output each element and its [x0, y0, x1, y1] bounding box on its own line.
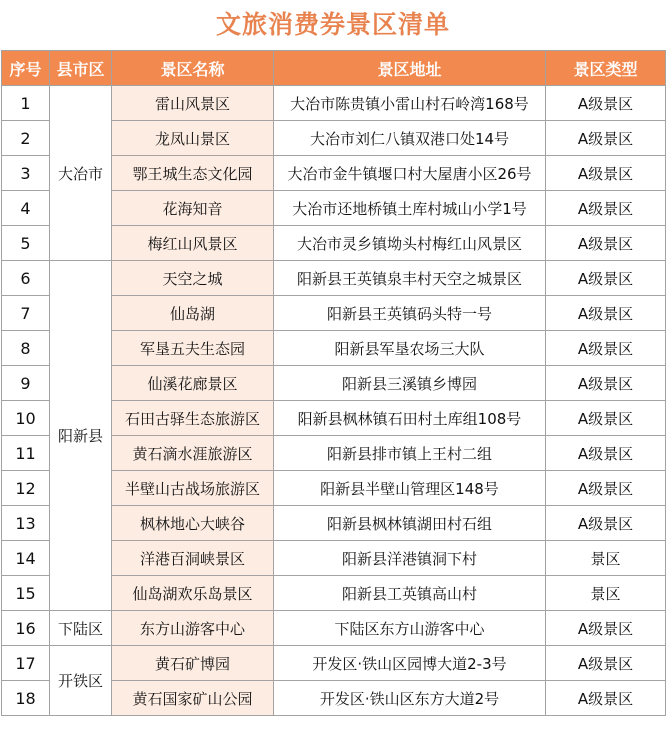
spot-type: A级景区 [546, 191, 666, 226]
row-number: 17 [2, 646, 50, 681]
spot-address: 阳新县枫林镇石田村土库组108号 [274, 401, 546, 436]
spot-name: 雷山风景区 [112, 86, 274, 121]
spot-type: 景区 [546, 541, 666, 576]
row-number: 12 [2, 471, 50, 506]
spot-address: 大冶市还地桥镇土库村城山小学1号 [274, 191, 546, 226]
spot-name: 黄石滴水涯旅游区 [112, 436, 274, 471]
row-number: 13 [2, 506, 50, 541]
table-row [2, 86, 666, 121]
spot-address: 阳新县枫林镇湖田村石组 [274, 506, 546, 541]
spot-name: 军垦五夫生态园 [112, 331, 274, 366]
row-number: 18 [2, 681, 50, 716]
spot-type: 景区 [546, 576, 666, 611]
spot-type: A级景区 [546, 156, 666, 191]
spot-address: 阳新县军垦农场三大队 [274, 331, 546, 366]
row-number: 9 [2, 366, 50, 401]
header-type: 景区类型 [546, 51, 666, 86]
spot-name: 黄石国家矿山公园 [112, 681, 274, 716]
spot-type: A级景区 [546, 226, 666, 261]
row-number: 10 [2, 401, 50, 436]
district-cell: 阳新县 [50, 261, 112, 611]
spot-name: 仙溪花廊景区 [112, 366, 274, 401]
row-number: 15 [2, 576, 50, 611]
row-number: 5 [2, 226, 50, 261]
spot-name: 半壁山古战场旅游区 [112, 471, 274, 506]
spot-name: 石田古驿生态旅游区 [112, 401, 274, 436]
header-no: 序号 [2, 51, 50, 86]
row-number: 6 [2, 261, 50, 296]
spot-address: 阳新县王英镇码头特一号 [274, 296, 546, 331]
spot-address: 阳新县排市镇上王村二组 [274, 436, 546, 471]
spot-name: 梅红山风景区 [112, 226, 274, 261]
spot-address: 大冶市陈贵镇小雷山村石岭湾168号 [274, 86, 546, 121]
spot-type: A级景区 [546, 86, 666, 121]
spot-type: A级景区 [546, 296, 666, 331]
spot-type: A级景区 [546, 261, 666, 296]
district-cell: 下陆区 [50, 611, 112, 646]
spot-type: A级景区 [546, 471, 666, 506]
spot-address: 大冶市金牛镇堰口村大屋唐小区26号 [274, 156, 546, 191]
spot-address: 阳新县半壁山管理区148号 [274, 471, 546, 506]
district-cell: 开铁区 [50, 646, 112, 716]
header-name: 景区名称 [112, 51, 274, 86]
row-number: 2 [2, 121, 50, 156]
spot-address: 大冶市刘仁八镇双港口处14号 [274, 121, 546, 156]
header-address: 景区地址 [274, 51, 546, 86]
spot-name: 仙岛湖欢乐岛景区 [112, 576, 274, 611]
row-number: 3 [2, 156, 50, 191]
spot-type: A级景区 [546, 331, 666, 366]
spot-type: A级景区 [546, 611, 666, 646]
spot-type: A级景区 [546, 681, 666, 716]
scenic-spot-table [1, 50, 666, 716]
spot-type: A级景区 [546, 366, 666, 401]
spot-name: 洋港百洞峡景区 [112, 541, 274, 576]
spot-name: 天空之城 [112, 261, 274, 296]
page-title: 文旅消费券景区清单 [215, 10, 450, 39]
spot-name: 仙岛湖 [112, 296, 274, 331]
spot-name: 枫林地心大峡谷 [112, 506, 274, 541]
district-cell: 大冶市 [50, 86, 112, 261]
spot-type: A级景区 [546, 121, 666, 156]
spot-type: A级景区 [546, 506, 666, 541]
row-number: 1 [2, 86, 50, 121]
spot-name: 花海知音 [112, 191, 274, 226]
spot-address: 开发区·铁山区东方大道2号 [274, 681, 546, 716]
spot-address: 阳新县洋港镇洞下村 [274, 541, 546, 576]
row-number: 7 [2, 296, 50, 331]
spot-address: 开发区·铁山区园博大道2-3号 [274, 646, 546, 681]
spot-name: 鄂王城生态文化园 [112, 156, 274, 191]
header-district: 县市区 [50, 51, 112, 86]
table-row [2, 646, 666, 681]
table-row [2, 611, 666, 646]
spot-name: 黄石矿博园 [112, 646, 274, 681]
spot-address: 阳新县工英镇高山村 [274, 576, 546, 611]
spot-name: 东方山游客中心 [112, 611, 274, 646]
spot-type: A级景区 [546, 401, 666, 436]
spot-address: 阳新县三溪镇乡博园 [274, 366, 546, 401]
spot-address: 大冶市灵乡镇坳头村梅红山风景区 [274, 226, 546, 261]
row-number: 4 [2, 191, 50, 226]
spot-address: 阳新县王英镇泉丰村天空之城景区 [274, 261, 546, 296]
row-number: 8 [2, 331, 50, 366]
spot-type: A级景区 [546, 436, 666, 471]
table-header-row [2, 51, 666, 86]
row-number: 11 [2, 436, 50, 471]
spot-name: 龙凤山景区 [112, 121, 274, 156]
row-number: 14 [2, 541, 50, 576]
table-row [2, 261, 666, 296]
spot-type: A级景区 [546, 646, 666, 681]
spot-address: 下陆区东方山游客中心 [274, 611, 546, 646]
row-number: 16 [2, 611, 50, 646]
